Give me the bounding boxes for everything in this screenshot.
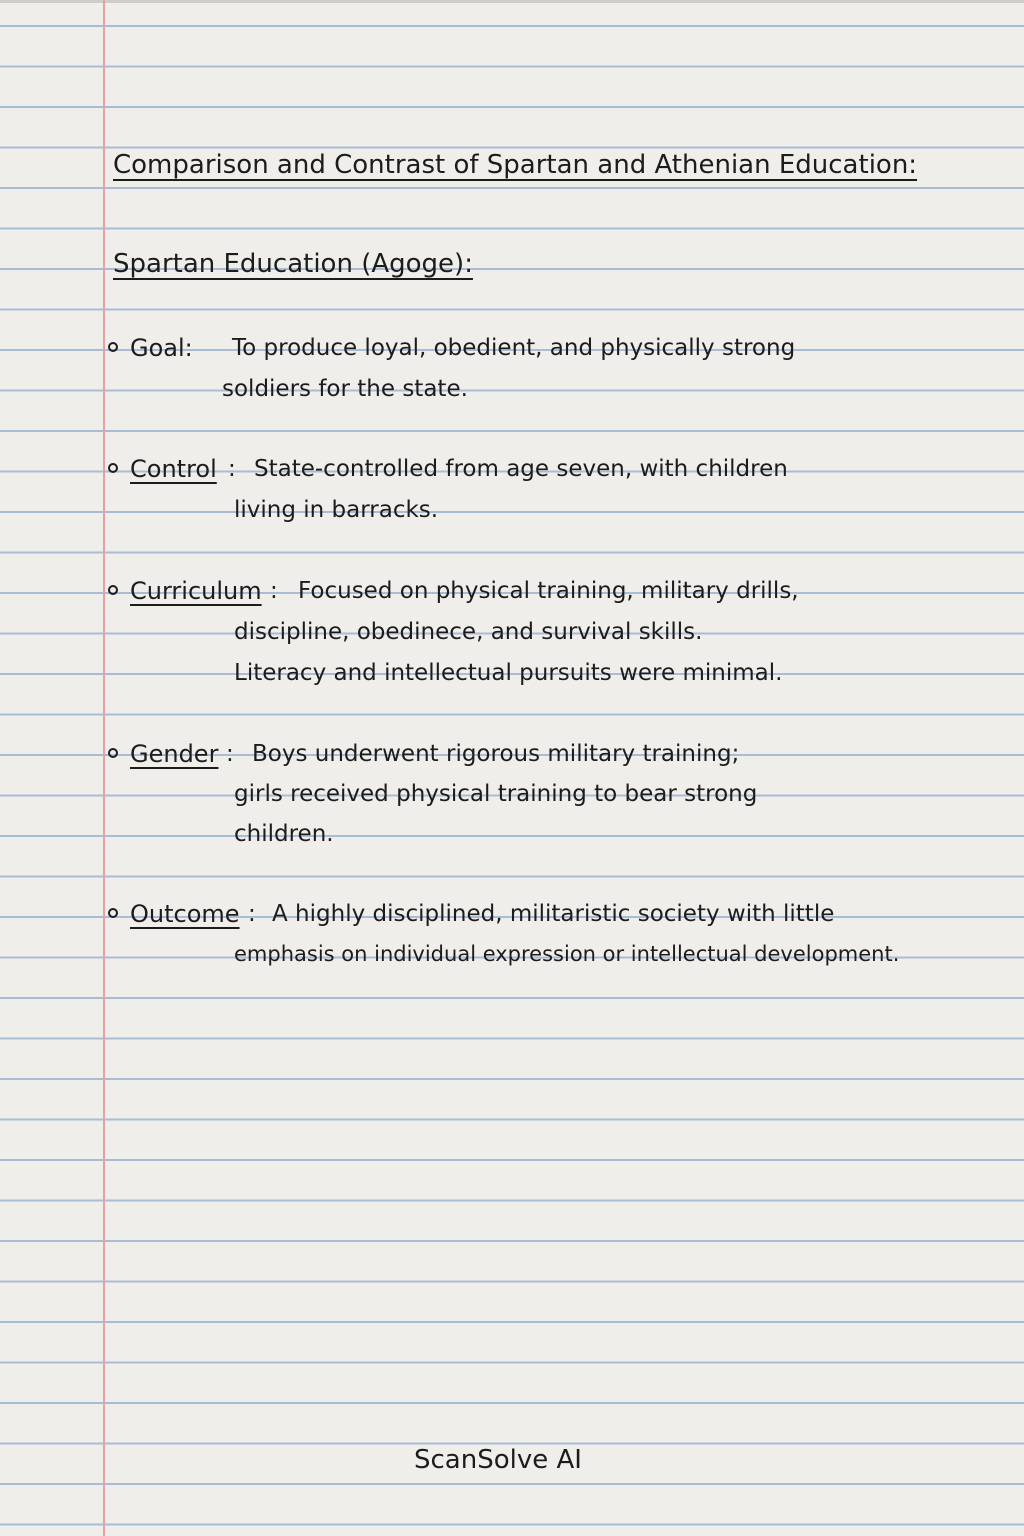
bullet-text-line: girls received physical training to bear strong (234, 781, 758, 807)
bullet-icon (108, 463, 118, 473)
bullet-text-line: discipline, obedinece, and survival skills. (234, 619, 703, 645)
bullet-label: Outcome (130, 900, 240, 928)
section-heading: Spartan Education (Agoge): (113, 249, 473, 279)
bullet-label-suffix: : (228, 456, 236, 482)
bullet-label-suffix: : (226, 741, 234, 767)
bullet-text-line: Focused on physical training, military drills, (298, 578, 799, 604)
bullet-label: Control (130, 455, 217, 483)
bullet-text-line: emphasis on individual expression or intellectual development. (234, 942, 900, 966)
bullet-label-suffix: : (248, 901, 256, 927)
bullet-label: Gender (130, 740, 219, 768)
bullet-text-line: Literacy and intellectual pursuits were minimal. (234, 660, 783, 686)
bullet-text-line: State-controlled from age seven, with children (254, 456, 788, 482)
bullet-icon (108, 585, 118, 595)
margin-line (103, 0, 105, 1536)
bullet-label: Goal: (130, 334, 193, 362)
bullet-icon (108, 748, 118, 758)
page-top-edge (0, 0, 1024, 3)
bullet-text-line: To produce loyal, obedient, and physically strong (232, 335, 796, 361)
bullet-label-suffix: : (270, 578, 278, 604)
bullet-icon (108, 908, 118, 918)
bullet-text-line: soldiers for the state. (222, 376, 468, 402)
bullet-text-line: children. (234, 821, 334, 847)
bullet-text-line: living in barracks. (234, 497, 439, 523)
bullet-label: Curriculum (130, 577, 262, 605)
bullet-text-line: A highly disciplined, militaristic society with little (272, 901, 835, 927)
bullet-text-line: Boys underwent rigorous military training; (252, 741, 740, 767)
bullet-icon (108, 342, 118, 352)
page-title: Comparison and Contrast of Spartan and Athenian Education: (113, 150, 918, 180)
footer-watermark: ScanSolve AI (414, 1445, 582, 1475)
